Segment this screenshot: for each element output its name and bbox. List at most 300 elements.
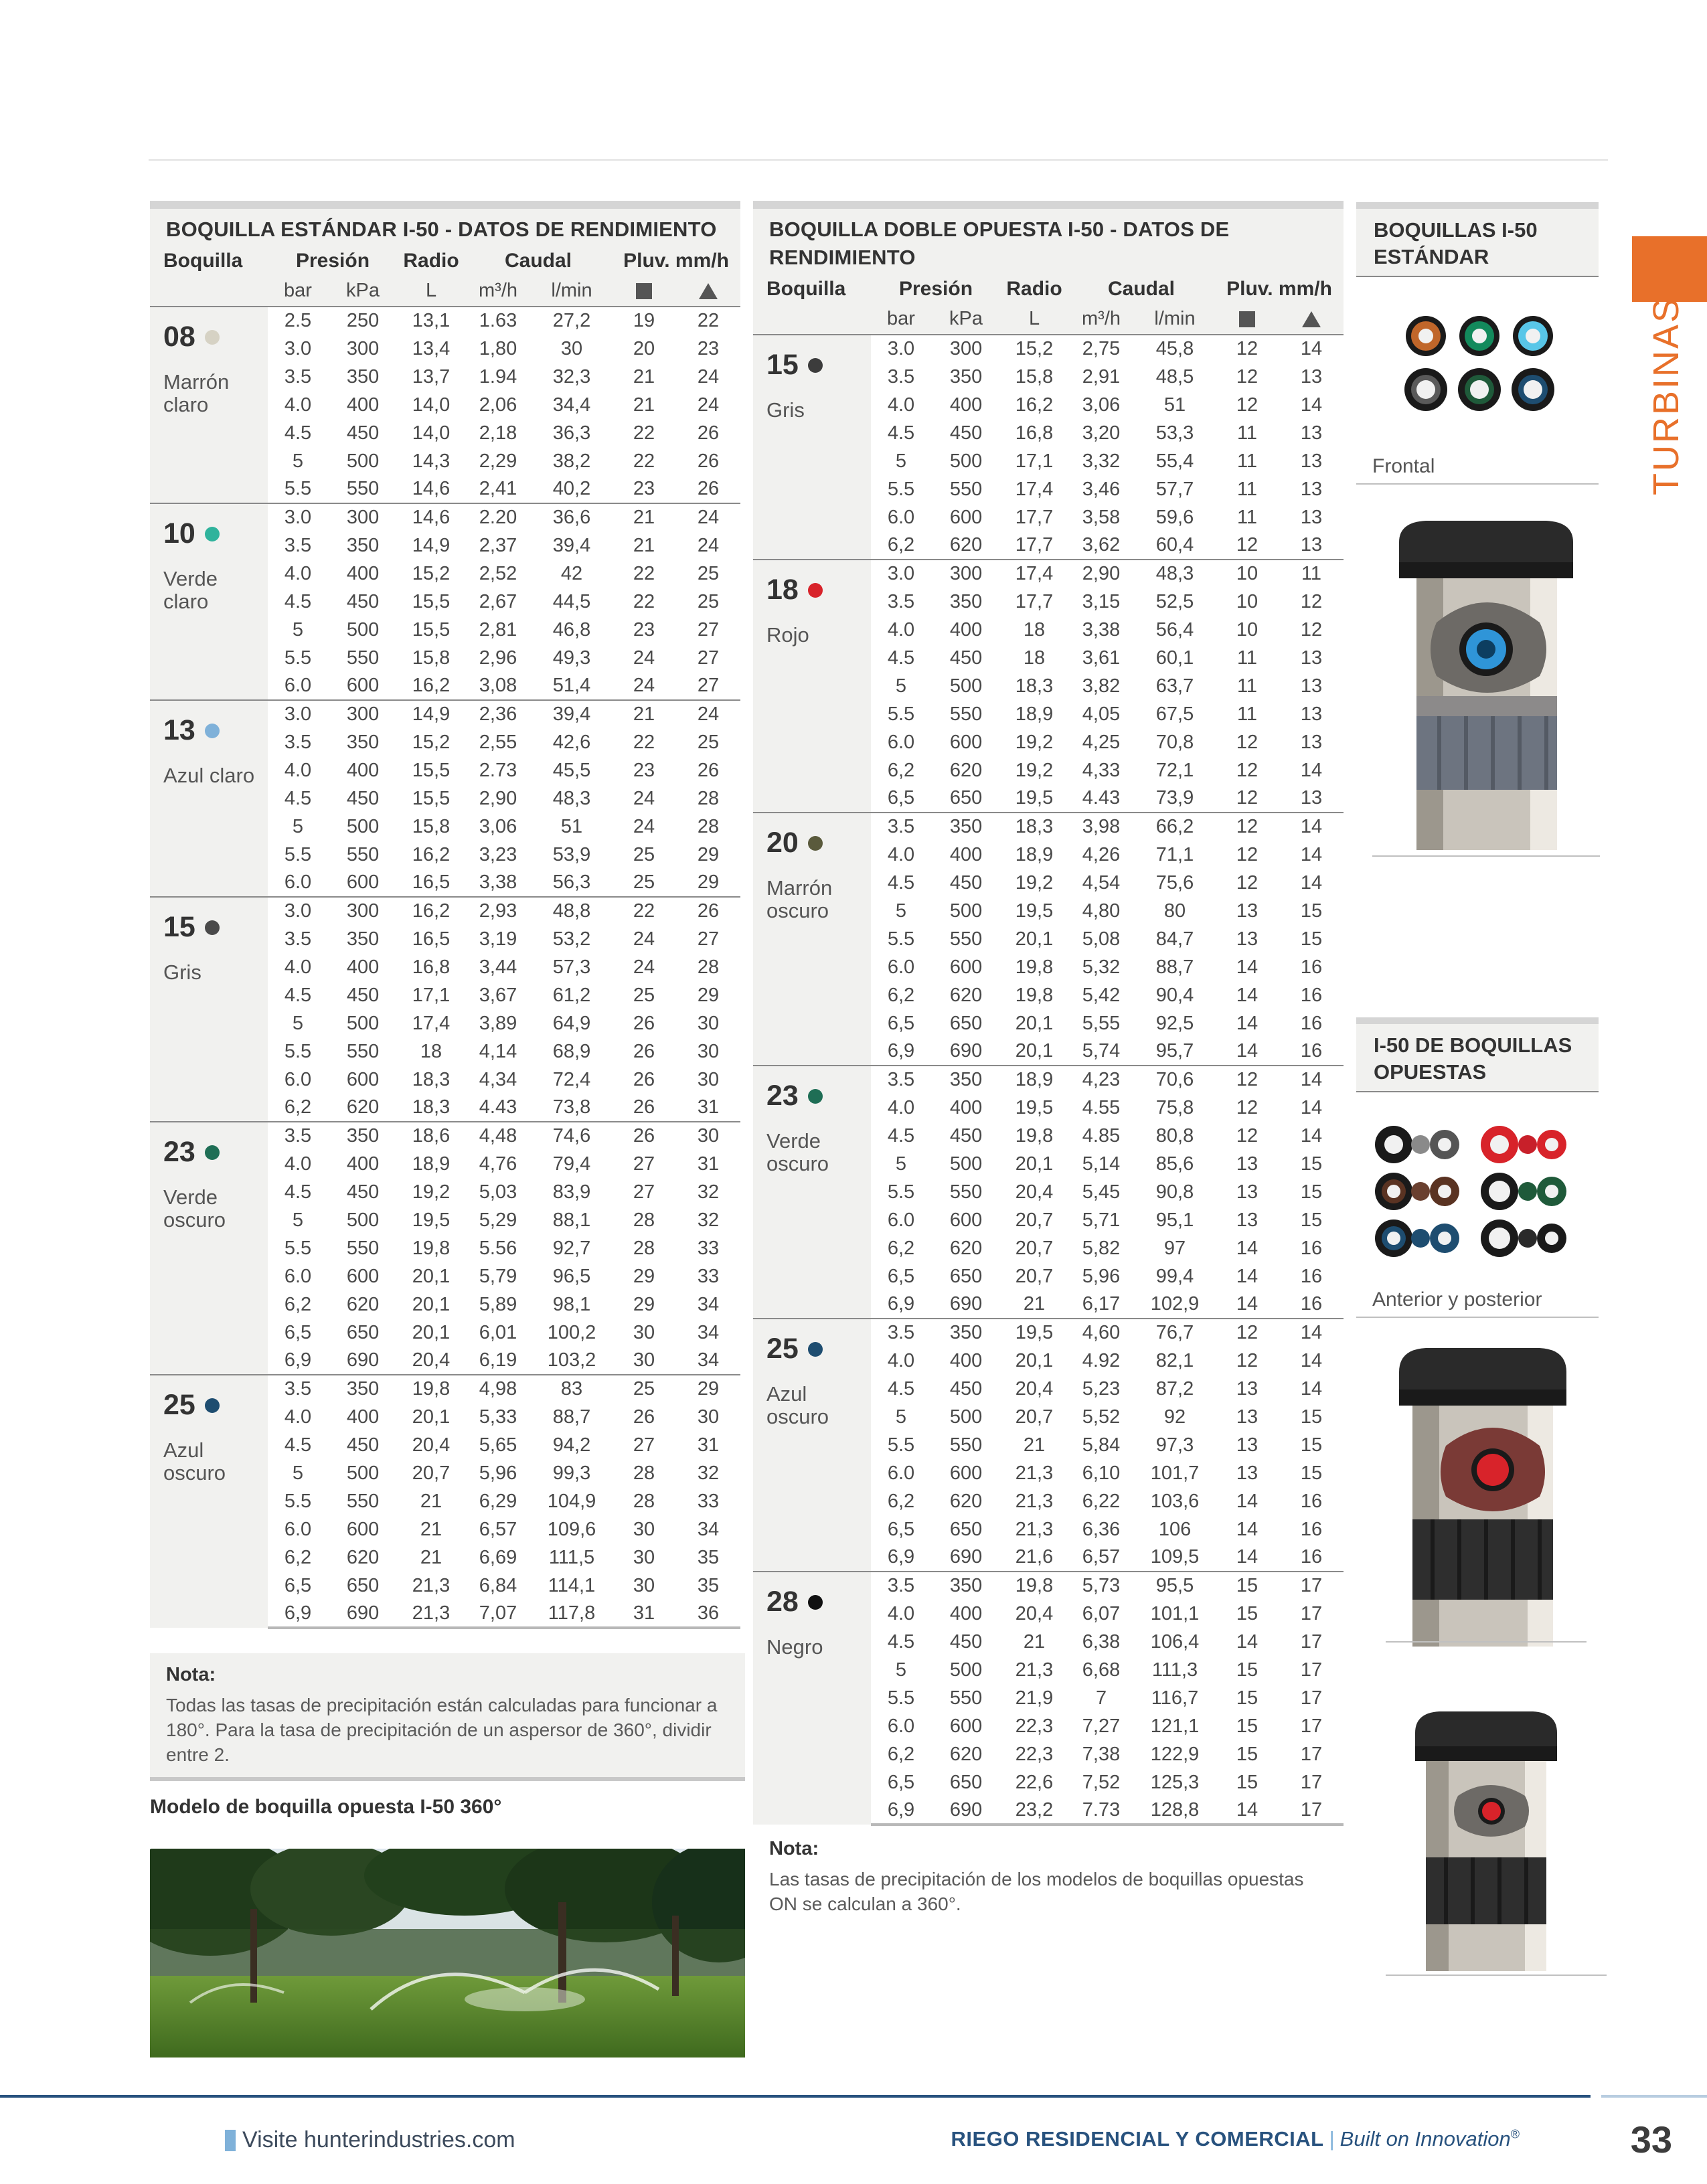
table-cell: 16,8 — [1015, 422, 1054, 444]
section-tab-label: TURBINAS — [1646, 296, 1686, 495]
table-cell: 2,29 — [479, 450, 517, 472]
table-cell: 15 — [1236, 1687, 1258, 1709]
table-cell: 22 — [676, 307, 740, 335]
table-cell: 42,6 — [552, 731, 591, 753]
table-cell: 450 — [949, 1630, 983, 1653]
table-cell: 4,33 — [1082, 759, 1121, 781]
table-cell: 5 — [292, 618, 304, 641]
table-cell: 14 — [1236, 1265, 1258, 1287]
table-cell: 16 — [1300, 1265, 1323, 1287]
table-cell: 22 — [633, 590, 655, 612]
table-cell: 3,15 — [1082, 590, 1121, 612]
table-cell: 500 — [346, 618, 380, 641]
table-cell: 22,3 — [1015, 1715, 1054, 1737]
table-cell: 99,4 — [1155, 1265, 1194, 1287]
table-cell: 19,8 — [1015, 956, 1054, 978]
table-cell: 36,6 — [532, 503, 612, 531]
table-cell: 16 — [1300, 984, 1323, 1006]
table-cell: 25 — [697, 731, 720, 753]
table-cell: 27 — [697, 647, 720, 669]
table-cell: 18,3 — [1001, 813, 1068, 841]
table-cell: 4,80 — [1082, 900, 1121, 922]
nozzle-color-dot-icon — [808, 1595, 823, 1610]
table-cell: 52,5 — [1155, 590, 1194, 612]
table-cell: 5,73 — [1068, 1572, 1135, 1600]
table-cell: 28 — [633, 1462, 655, 1484]
table-cell: 14 — [1236, 984, 1258, 1006]
table-cell: 450 — [949, 647, 983, 669]
table-cell: 6,2 — [887, 1743, 915, 1765]
table-cell: 350 — [346, 731, 380, 753]
table-cell: 6,38 — [1082, 1630, 1121, 1653]
table-cell: 16 — [1300, 1012, 1323, 1034]
footer-website-text: Visite hunterindustries.com — [242, 2127, 515, 2153]
table-cell: 13 — [1236, 1153, 1258, 1175]
table-cell: 21 — [633, 365, 655, 388]
standard-note — [150, 1653, 745, 1778]
table-cell: 32 — [697, 1462, 720, 1484]
nozzle-color-name: Verde oscuro — [163, 1185, 226, 1232]
col-radio: Radio — [1001, 274, 1068, 304]
table-cell: 600 — [346, 871, 380, 893]
table-cell: 6,9 — [268, 1600, 328, 1628]
table-cell: 5,96 — [1082, 1265, 1121, 1287]
table-cell: 14,3 — [412, 450, 451, 472]
table-cell: 20,1 — [412, 1406, 451, 1428]
table-cell: 550 — [949, 1434, 983, 1456]
table-cell: 5,23 — [1082, 1377, 1121, 1400]
table-cell: 13 — [1236, 1434, 1258, 1456]
table-cell: 550 — [346, 1490, 380, 1512]
table-cell: 26 — [633, 1406, 655, 1428]
table-cell: 25 — [633, 871, 655, 893]
table-cell: 12 — [1236, 871, 1258, 894]
unit-lmin: l/min — [532, 276, 612, 307]
table-cell: 20,4 — [1015, 1377, 1054, 1400]
table-cell: 15 — [1300, 1406, 1323, 1428]
table-row — [150, 700, 740, 728]
table-cell: 3.5 — [871, 1319, 931, 1347]
table-cell: 20,7 — [1015, 1406, 1054, 1428]
table-cell: 21 — [420, 1518, 442, 1540]
standard-note-title: Nota: — [166, 1664, 216, 1685]
table-cell: 18,9 — [1015, 703, 1054, 725]
table-cell: 3,20 — [1082, 422, 1121, 444]
table-cell: 5 — [292, 450, 304, 472]
col-presion: Presión — [268, 246, 398, 276]
opposed-note-title: Nota: — [769, 1838, 819, 1859]
table-cell: 12 — [1236, 787, 1258, 809]
nozzle-color-name: Marrón oscuro — [766, 876, 833, 922]
table-cell: 4.0 — [887, 394, 915, 416]
table-cell: 620 — [949, 984, 983, 1006]
table-cell: 106,4 — [1150, 1630, 1200, 1653]
table-cell: 13 — [1236, 1377, 1258, 1400]
table-cell: 116,7 — [1151, 1687, 1199, 1709]
table-cell: 19 — [612, 307, 676, 335]
table-cell: 11 — [1236, 422, 1258, 444]
table-cell: 5.5 — [284, 478, 312, 499]
nozzle-color-dot-icon — [205, 527, 220, 541]
table-cell: 15,2 — [1001, 335, 1068, 363]
table-cell: 20,7 — [1015, 1237, 1054, 1259]
table-cell: 26 — [697, 759, 720, 781]
nozzle-cell — [753, 335, 871, 560]
table-cell: 18,3 — [1015, 675, 1054, 697]
table-cell: 690 — [328, 1600, 398, 1628]
table-cell: 20,7 — [1015, 1209, 1054, 1231]
table-cell: 15,8 — [412, 647, 451, 669]
table-cell: 90,4 — [1155, 984, 1194, 1006]
table-cell: 4.0 — [887, 843, 915, 865]
table-cell: 5,14 — [1082, 1153, 1121, 1175]
table-cell: 600 — [949, 731, 983, 753]
table-cell: 300 — [346, 337, 380, 359]
table-cell: 550 — [949, 928, 983, 950]
table-cell: 5.5 — [284, 1490, 312, 1512]
table-cell: 17 — [1300, 1743, 1323, 1765]
table-cell: 2,90 — [479, 787, 517, 809]
table-cell: 600 — [346, 1265, 380, 1287]
table-cell: 10 — [1236, 618, 1258, 641]
table-cell: 7 — [1095, 1687, 1107, 1709]
table-cell: 13 — [1236, 928, 1258, 950]
table-cell: 350 — [328, 1375, 398, 1403]
table-cell: 5 — [292, 815, 304, 837]
table-cell: 48,5 — [1155, 365, 1194, 388]
table-cell: 3,06 — [1082, 394, 1121, 416]
table-cell: 101,1 — [1150, 1602, 1200, 1624]
table-cell: 30 — [560, 337, 583, 359]
table-cell: 3,38 — [1082, 618, 1121, 641]
table-cell: 33 — [697, 1237, 720, 1259]
table-cell: 17 — [1300, 1630, 1323, 1653]
table-cell: 76,7 — [1135, 1319, 1215, 1347]
table-cell: 109,6 — [547, 1518, 596, 1540]
table-cell: 7,07 — [465, 1600, 532, 1628]
table-cell: 90,8 — [1155, 1181, 1194, 1203]
table-cell: 1,80 — [479, 337, 517, 359]
table-cell: 24 — [633, 675, 655, 696]
table-cell: 51,4 — [552, 675, 591, 696]
table-cell: 620 — [949, 1237, 983, 1259]
table-cell: 5,08 — [1082, 928, 1121, 950]
table-cell: 56,4 — [1155, 618, 1194, 641]
table-cell: 690 — [346, 1349, 380, 1371]
table-cell: 6.0 — [887, 956, 915, 978]
table-cell: 6.0 — [887, 1715, 915, 1737]
table-cell: 5,32 — [1082, 956, 1121, 978]
nozzle-number-text: 23 — [766, 1080, 799, 1112]
table-cell: 6,5 — [887, 1012, 915, 1034]
table-cell: 20,1 — [412, 1265, 451, 1287]
table-cell: 690 — [949, 1040, 983, 1062]
table-cell: 21 — [612, 503, 676, 531]
table-cell: 60,4 — [1155, 534, 1194, 556]
table-cell: 5 — [895, 675, 907, 697]
table-cell: 20,1 — [1015, 1012, 1054, 1034]
table-cell: 550 — [949, 478, 983, 500]
table-cell: 18 — [1023, 618, 1046, 641]
table-cell: 6,5 — [887, 1518, 915, 1540]
nozzle-color-dot-icon — [808, 1342, 823, 1357]
table-cell: 61,2 — [552, 984, 591, 1006]
nozzle-number-text: 10 — [163, 517, 195, 550]
table-row — [150, 897, 740, 925]
table-cell: 3.5 — [284, 731, 312, 753]
table-cell: 7,52 — [1082, 1771, 1121, 1793]
table-cell: 88,1 — [552, 1209, 591, 1231]
nozzle-color-dot-icon — [808, 1089, 823, 1104]
opposed-table-title: BOQUILLA DOBLE OPUESTA I-50 - DATOS DE RENDIMIENTO — [753, 209, 1344, 274]
table-cell: 53,3 — [1155, 422, 1194, 444]
table-cell: 14 — [1236, 1012, 1258, 1034]
table-cell: 620 — [949, 534, 983, 556]
table-cell: 620 — [949, 1490, 983, 1512]
table-cell: 15 — [1300, 1462, 1323, 1484]
table-cell: 13 — [1236, 900, 1258, 922]
table-cell: 21,9 — [1015, 1687, 1054, 1709]
col-caudal: Caudal — [465, 246, 612, 276]
table-cell: 16,2 — [1015, 394, 1054, 416]
table-cell: 13 — [1300, 478, 1323, 500]
table-cell: 5,96 — [479, 1462, 517, 1484]
table-cell: 98,1 — [552, 1293, 591, 1315]
table-cell: 24 — [633, 787, 655, 809]
table-cell: 18 — [420, 1040, 442, 1062]
table-cell: 5.5 — [284, 647, 312, 669]
nozzle-color-name: Verde claro — [163, 567, 218, 613]
table-cell: 63,7 — [1155, 675, 1194, 697]
table-cell: 45,5 — [552, 759, 591, 781]
table-cell: 6.0 — [887, 1209, 915, 1231]
table-cell: 13 — [1300, 422, 1323, 444]
table-cell: 14 — [1300, 1124, 1323, 1147]
table-cell: 6,29 — [479, 1490, 517, 1512]
table-cell: 350 — [328, 1122, 398, 1150]
table-cell: 1.94 — [479, 365, 517, 388]
table-cell: 12 — [1236, 843, 1258, 865]
col-radio: Radio — [398, 246, 465, 276]
table-cell: 27 — [697, 675, 720, 696]
table-cell: 4.5 — [887, 871, 915, 894]
table-cell: 6,57 — [479, 1518, 517, 1540]
table-cell: 4.0 — [284, 1153, 312, 1175]
table-cell: 10 — [1236, 590, 1258, 612]
nozzle-color-name: Verde oscuro — [766, 1129, 829, 1175]
table-row — [753, 1066, 1344, 1094]
table-cell: 15,5 — [412, 759, 451, 781]
nozzle-color-dot-icon — [205, 1145, 220, 1160]
footer-tagline-bold: RIEGO RESIDENCIAL Y COMERCIAL — [951, 2127, 1324, 2151]
table-cell: 3,38 — [479, 871, 517, 893]
table-cell: 5,33 — [479, 1406, 517, 1428]
nozzle-color-dot-icon — [205, 920, 220, 935]
table-cell: 31 — [697, 1434, 720, 1456]
table-cell: 13 — [1300, 365, 1323, 388]
table-cell: 14,6 — [412, 478, 451, 499]
table-cell: 450 — [949, 422, 983, 444]
nozzle-color-name: Marrón claro — [163, 370, 230, 416]
table-cell: 12 — [1215, 1066, 1279, 1094]
nozzle-number — [163, 321, 268, 353]
table-cell: 34 — [697, 1293, 720, 1315]
table-cell: 22 — [633, 450, 655, 472]
table-cell: 12 — [1215, 335, 1279, 363]
table-cell: 500 — [346, 815, 380, 837]
nozzle-color-name: Azul claro — [163, 764, 255, 787]
table-cell: 350 — [346, 534, 380, 556]
table-row — [150, 1122, 740, 1150]
table-cell: 2,90 — [1068, 560, 1135, 588]
table-cell: 87,2 — [1155, 1377, 1194, 1400]
table-cell: 14 — [1279, 335, 1344, 363]
table-cell: 56,3 — [552, 871, 591, 893]
table-cell: 450 — [949, 871, 983, 894]
table-cell: 24 — [633, 928, 655, 950]
table-cell: 7,27 — [1082, 1715, 1121, 1737]
col-caudal: Caudal — [1068, 274, 1215, 304]
table-cell: 12 — [1215, 813, 1279, 841]
table-cell: 500 — [949, 675, 983, 697]
table-cell: 19,8 — [1015, 984, 1054, 1006]
table-cell: 92,5 — [1155, 1012, 1194, 1034]
table-cell: 3,19 — [479, 928, 517, 950]
table-cell: 400 — [949, 1349, 983, 1371]
table-cell: 28 — [697, 956, 720, 978]
table-cell: 5.5 — [887, 478, 915, 500]
table-cell: 114,1 — [548, 1574, 596, 1596]
table-cell: 48,3 — [1135, 560, 1215, 588]
table-cell: 97,3 — [1155, 1434, 1194, 1456]
unit-m3h: m³/h — [465, 276, 532, 307]
table-cell: 3.5 — [268, 1375, 328, 1403]
table-cell: 690 — [931, 1796, 1001, 1825]
table-cell: 3.5 — [284, 928, 312, 950]
table-cell: 83 — [532, 1375, 612, 1403]
nozzle-number — [766, 349, 871, 382]
table-cell: 29 — [633, 1265, 655, 1287]
nozzle-number-text: 15 — [766, 349, 799, 381]
table-cell: 33 — [697, 1265, 720, 1287]
table-cell: 12 — [1236, 759, 1258, 781]
nozzle-number-text: 08 — [163, 321, 195, 353]
table-cell: 20,7 — [412, 1462, 451, 1484]
table-cell: 4.0 — [284, 759, 312, 781]
table-cell: 300 — [328, 700, 398, 728]
table-cell: 3.5 — [887, 365, 915, 388]
table-cell: 16,8 — [412, 956, 451, 978]
table-cell: 21 — [633, 394, 655, 416]
table-cell: 4,23 — [1068, 1066, 1135, 1094]
nozzle-number-text: 25 — [163, 1389, 195, 1421]
table-cell: 15 — [1236, 1771, 1258, 1793]
table-cell: 5 — [895, 1153, 907, 1175]
table-cell: 500 — [949, 900, 983, 922]
table-cell: 13 — [1300, 450, 1323, 472]
table-cell: 111,3 — [1151, 1659, 1198, 1681]
nozzle-cell — [150, 897, 268, 1122]
table-cell: 18,9 — [412, 1153, 451, 1175]
table-cell: 4.5 — [887, 422, 915, 444]
table-cell: 400 — [949, 843, 983, 865]
table-cell: 25 — [633, 984, 655, 1006]
table-cell: 30 — [633, 1321, 655, 1343]
table-cell: 13 — [1300, 647, 1323, 669]
table-cell: 13 — [1236, 1462, 1258, 1484]
nozzle-color-name: Negro — [766, 1635, 823, 1659]
table-cell: 22 — [633, 422, 655, 444]
table-cell: 550 — [346, 647, 380, 669]
table-cell: 5 — [292, 1012, 304, 1034]
nozzle-cell — [753, 1319, 871, 1572]
table-cell: 2.20 — [465, 503, 532, 531]
table-cell: 121,1 — [1150, 1715, 1200, 1737]
table-cell: 12 — [1236, 1349, 1258, 1371]
table-cell: 15,8 — [412, 815, 451, 837]
table-cell: 3,32 — [1082, 450, 1121, 472]
table-cell: 14,9 — [398, 700, 465, 728]
table-cell: 19,2 — [412, 1181, 451, 1203]
table-cell: 2.5 — [268, 307, 328, 335]
table-cell: 23 — [633, 618, 655, 641]
table-cell: 31 — [697, 1153, 720, 1175]
nozzle-color-name: Azul oscuro — [766, 1382, 829, 1428]
table-cell: 620 — [949, 1743, 983, 1765]
table-cell: 22 — [612, 897, 676, 925]
table-cell: 101,7 — [1150, 1462, 1200, 1484]
table-cell: 21,3 — [412, 1574, 451, 1596]
footer-separator: | — [1329, 2127, 1335, 2151]
nozzle-number-text: 18 — [766, 574, 799, 606]
nozzle-number — [163, 911, 268, 944]
table-cell: 15,5 — [412, 787, 451, 809]
table-cell: 21,6 — [1015, 1546, 1054, 1568]
table-cell: 6,36 — [1082, 1518, 1121, 1540]
table-cell: 17 — [1300, 1687, 1323, 1709]
table-cell: 3.5 — [268, 1122, 328, 1150]
table-cell: 25 — [612, 1375, 676, 1403]
table-cell: 3,89 — [479, 1012, 517, 1034]
table-cell: 6,5 — [887, 787, 915, 809]
table-cell: 2.73 — [479, 759, 517, 781]
table-cell: 550 — [346, 1040, 380, 1062]
table-cell: 20,4 — [412, 1349, 451, 1371]
table-cell: 3.0 — [871, 560, 931, 588]
table-cell: 11 — [1236, 478, 1258, 500]
table-cell: 13 — [1300, 506, 1323, 528]
table-cell: 5 — [895, 450, 907, 472]
table-cell: 6,2 — [887, 1490, 915, 1512]
table-cell: 66,2 — [1135, 813, 1215, 841]
standard-performance-table — [150, 201, 740, 1629]
table-cell: 4,34 — [479, 1068, 517, 1090]
footer-website[interactable] — [225, 2127, 515, 2153]
nozzle-color-name: Azul oscuro — [163, 1438, 226, 1485]
table-cell: 3,08 — [479, 675, 517, 696]
square-spacing-icon — [636, 283, 652, 299]
opposed-model-label: Modelo de boquilla opuesta I-50 360° — [150, 1796, 502, 1818]
table-cell: 11 — [1236, 675, 1258, 697]
table-row — [753, 1319, 1344, 1347]
table-cell: 4.92 — [1082, 1349, 1121, 1371]
table-cell: 21,3 — [1015, 1659, 1054, 1681]
table-cell: 620 — [346, 1096, 380, 1118]
table-cell: 550 — [949, 1181, 983, 1203]
table-cell: 6.0 — [887, 506, 915, 528]
table-cell: 27 — [633, 1434, 655, 1456]
table-cell: 3.0 — [284, 337, 312, 359]
